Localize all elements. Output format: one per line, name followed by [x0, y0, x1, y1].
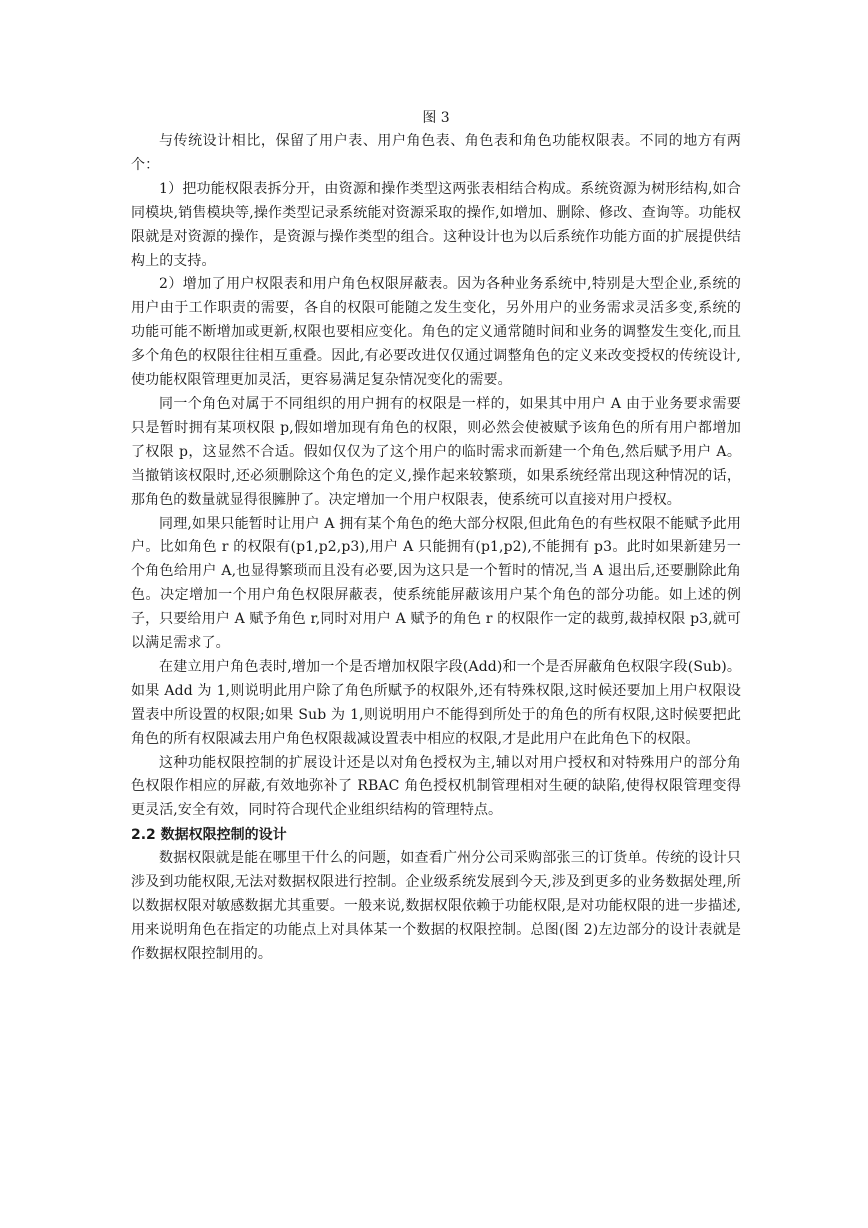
user-permission-paragraph: 同一个角色对属于不同组织的用户拥有的权限是一样的，如果其中用户 A 由于业务要求需要只是暂时拥有某项权限 p,假如增加现有角色的权限，则必然会使被赋予该角色的所有用户都增加了权限 p，这显然不合适。假如仅仅为了这个用户的临时需求而新建一个角色,然后赋予用户 A。当撤销该权限时,还必须删除这个角色的定义,操作起来较繁琐，如果系统经常出现这种情况的话，那角色的数量就显得很臃肿了。决定增加一个用户权限表，使系统可以直接对用户授权。 [131, 395, 741, 508]
figure-caption: 图 3 [422, 110, 450, 126]
data-permission-paragraph: 数据权限就是能在哪里干什么的问题，如查看广州分公司采购部张三的订货单。传统的设计只涉及到功能权限,无法对数据权限进行控制。企业级系统发展到今天,涉及到更多的业务数据处理,所以数据权限对敏感数据尤其重要。一般来说,数据权限依赖于功能权限,是对功能权限的进一步描述,用来说明角色在指定的功能点上对具体某一个数据的权限控制。总图(图 2)左边部分的设计表就是作数据权限控制用的。 [131, 850, 741, 962]
section-heading: 2.2 数据权限控制的设计 [131, 827, 287, 844]
point-1-paragraph: 1）把功能权限表拆分开，由资源和操作类型这两张表相结合构成。系统资源为树形结构,如合同模块,销售模块等,操作类型记录系统能对资源采取的操作,如增加、删除、修改、查询等。功能权限就是对资源的操作，是资源与操作类型的组合。这种设计也为以后系统作功能方面的扩展提供结构上的支持。 [131, 180, 741, 269]
document-page [131, 106, 741, 967]
intro-paragraph: 与传统设计相比，保留了用户表、用户角色表、角色表和角色功能权限表。不同的地方有两个： [131, 133, 741, 173]
summary-paragraph: 这种功能权限控制的扩展设计还是以对角色授权为主,辅以对用户授权和对特殊用户的部分角色权限作相应的屏蔽,有效地弥补了 RBAC 角色授权机制管理相对生硬的缺陷,使得权限管理变得更灵活,安全有效，同时符合现代企业组织结构的管理特点。 [131, 754, 741, 819]
add-sub-field-paragraph: 在建立用户角色表时,增加一个是否增加权限字段(Add)和一个是否屏蔽角色权限字段(Sub)。如果 Add 为 1,则说明此用户除了角色所赋予的权限外,还有特殊权限,这时候还要加上用户权限设置表中所设置的权限;如果 Sub 为 1,则说明用户不能得到所处于的角色的所有权限,这时候要把此角色的所有权限减去用户角色权限裁减设置表中相应的权限,才是此用户在此角色下的权限。 [131, 658, 741, 747]
point-2-paragraph: 2）增加了用户权限表和用户角色权限屏蔽表。因为各种业务系统中,特别是大型企业,系统的用户由于工作职责的需要，各自的权限可能随之发生变化，另外用户的业务需求灵活多变,系统的功能可能不断增加或更新,权限也要相应变化。角色的定义通常随时间和业务的调整发生变化,而且多个角色的权限往往相互重叠。因此,有必要改进仅仅通过调整角色的定义来改变授权的传统设计,使功能权限管理更加灵活，更容易满足复杂情况变化的需要。 [131, 276, 741, 389]
role-mask-paragraph: 同理,如果只能暂时让用户 A 拥有某个角色的绝大部分权限,但此角色的有些权限不能赋予此用户。比如角色 r 的权限有(p1,p2,p3),用户 A 只能拥有(p1,p2),不能拥有 p3。此时如果新建另一个角色给用户 A,也显得繁琐而且没有必要,因为这只是一个暂时的情况,当 A 退出后,还要删除此角色。决定增加一个用户角色权限屏蔽表，使系统能屏蔽该用户某个角色的部分功能。如上述的例子，只要给用户 A 赋予角色 r,同时对用户 A 赋予的角色 r 的权限作一定的裁剪,裁掉权限 p3,就可以满足需求了。 [131, 515, 741, 652]
